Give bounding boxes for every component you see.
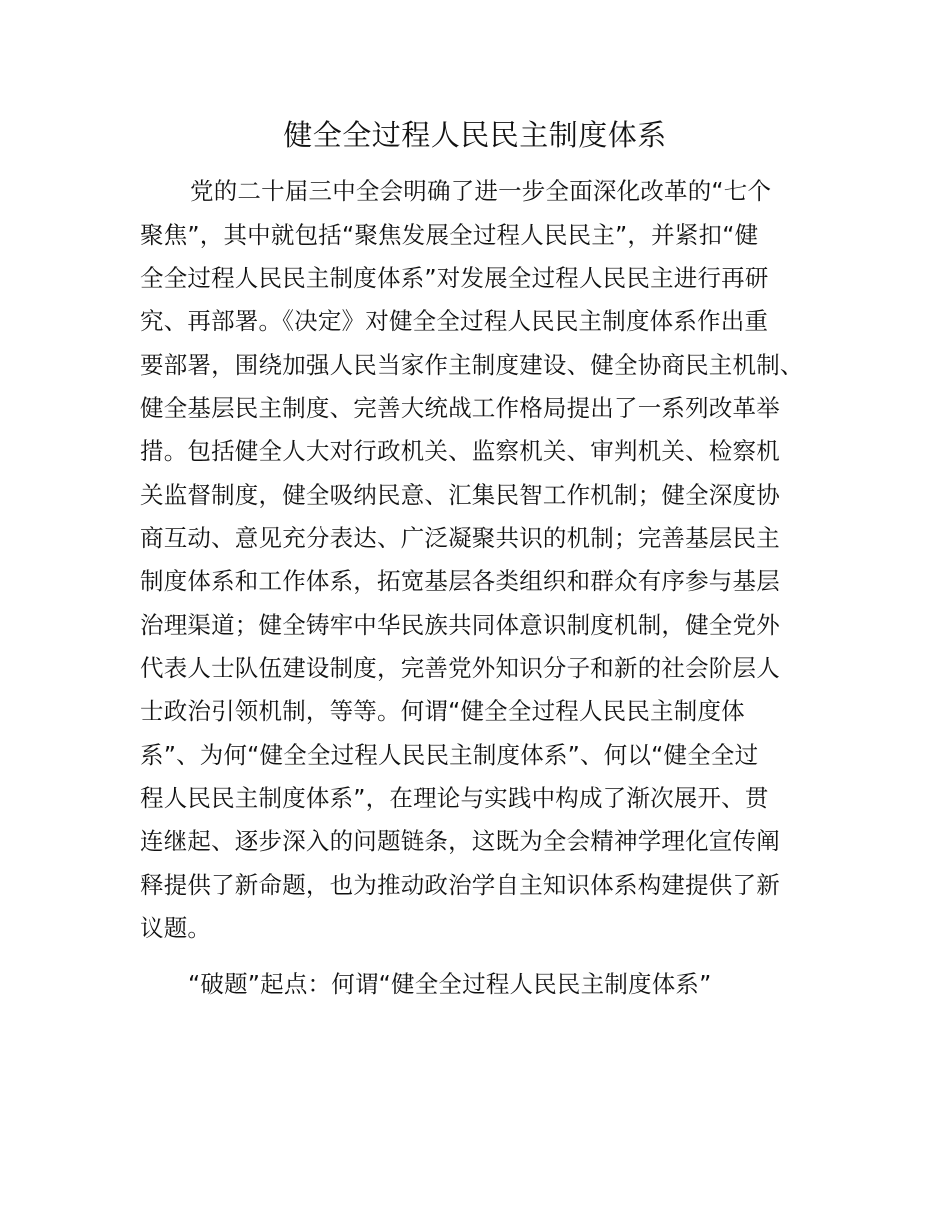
paragraph-line: 连继起、逐步深入的问题链条，这既为全会精神学理化宣传阐 — [140, 827, 780, 855]
paragraph-line: 党的二十届三中全会明确了进一步全面深化改革的“七个 — [190, 177, 772, 205]
paragraph-line: 释提供了新命题，也为推动政治学自主知识体系构建提供了新 — [140, 871, 780, 899]
paragraph-line: 关监督制度，健全吸纳民意、汇集民智工作机制；健全深度协 — [140, 481, 780, 509]
paragraph-line: 全全过程人民民主制度体系”对发展全过程人民民主进行再研 — [140, 264, 769, 292]
paragraph-line: 要部署，围绕加强人民当家作主制度建设、健全协商民主机制、 — [140, 351, 804, 379]
paragraph-line: 议题。 — [140, 914, 212, 942]
section-heading: “破题”起点：何谓“健全全过程人民民主制度体系” — [188, 970, 712, 998]
paragraph-line: 聚焦”，其中就包括“聚焦发展全过程人民民主”，并紧扣“健 — [140, 221, 759, 249]
paragraph-line: 措。包括健全人大对行政机关、监察机关、审判机关、检察机 — [140, 437, 780, 465]
paragraph-line: 究、再部署。《决定》对健全全过程人民民主制度体系作出重 — [140, 307, 769, 335]
document-title: 健全全过程人民民主制度体系 — [283, 118, 667, 152]
paragraph-line: 治理渠道；健全铸牢中华民族共同体意识制度机制，健全党外 — [140, 611, 780, 639]
paragraph-line: 系”、为何“健全全过程人民民主制度体系”、何以“健全全过 — [140, 741, 759, 769]
paragraph-line: 健全基层民主制度、完善大统战工作格局提出了一系列改革举 — [140, 394, 780, 422]
paragraph-line: 士政治引领机制，等等。何谓“健全全过程人民民主制度体 — [140, 697, 745, 725]
paragraph-line: 代表人士队伍建设制度，完善党外知识分子和新的社会阶层人 — [140, 654, 780, 682]
paragraph-line: 制度体系和工作体系，拓宽基层各类组织和群众有序参与基层 — [140, 567, 780, 595]
paragraph-line: 商互动、意见充分表达、广泛凝聚共识的机制；完善基层民主 — [140, 524, 780, 552]
paragraph-line: 程人民民主制度体系”，在理论与实践中构成了渐次展开、贯 — [140, 784, 769, 812]
